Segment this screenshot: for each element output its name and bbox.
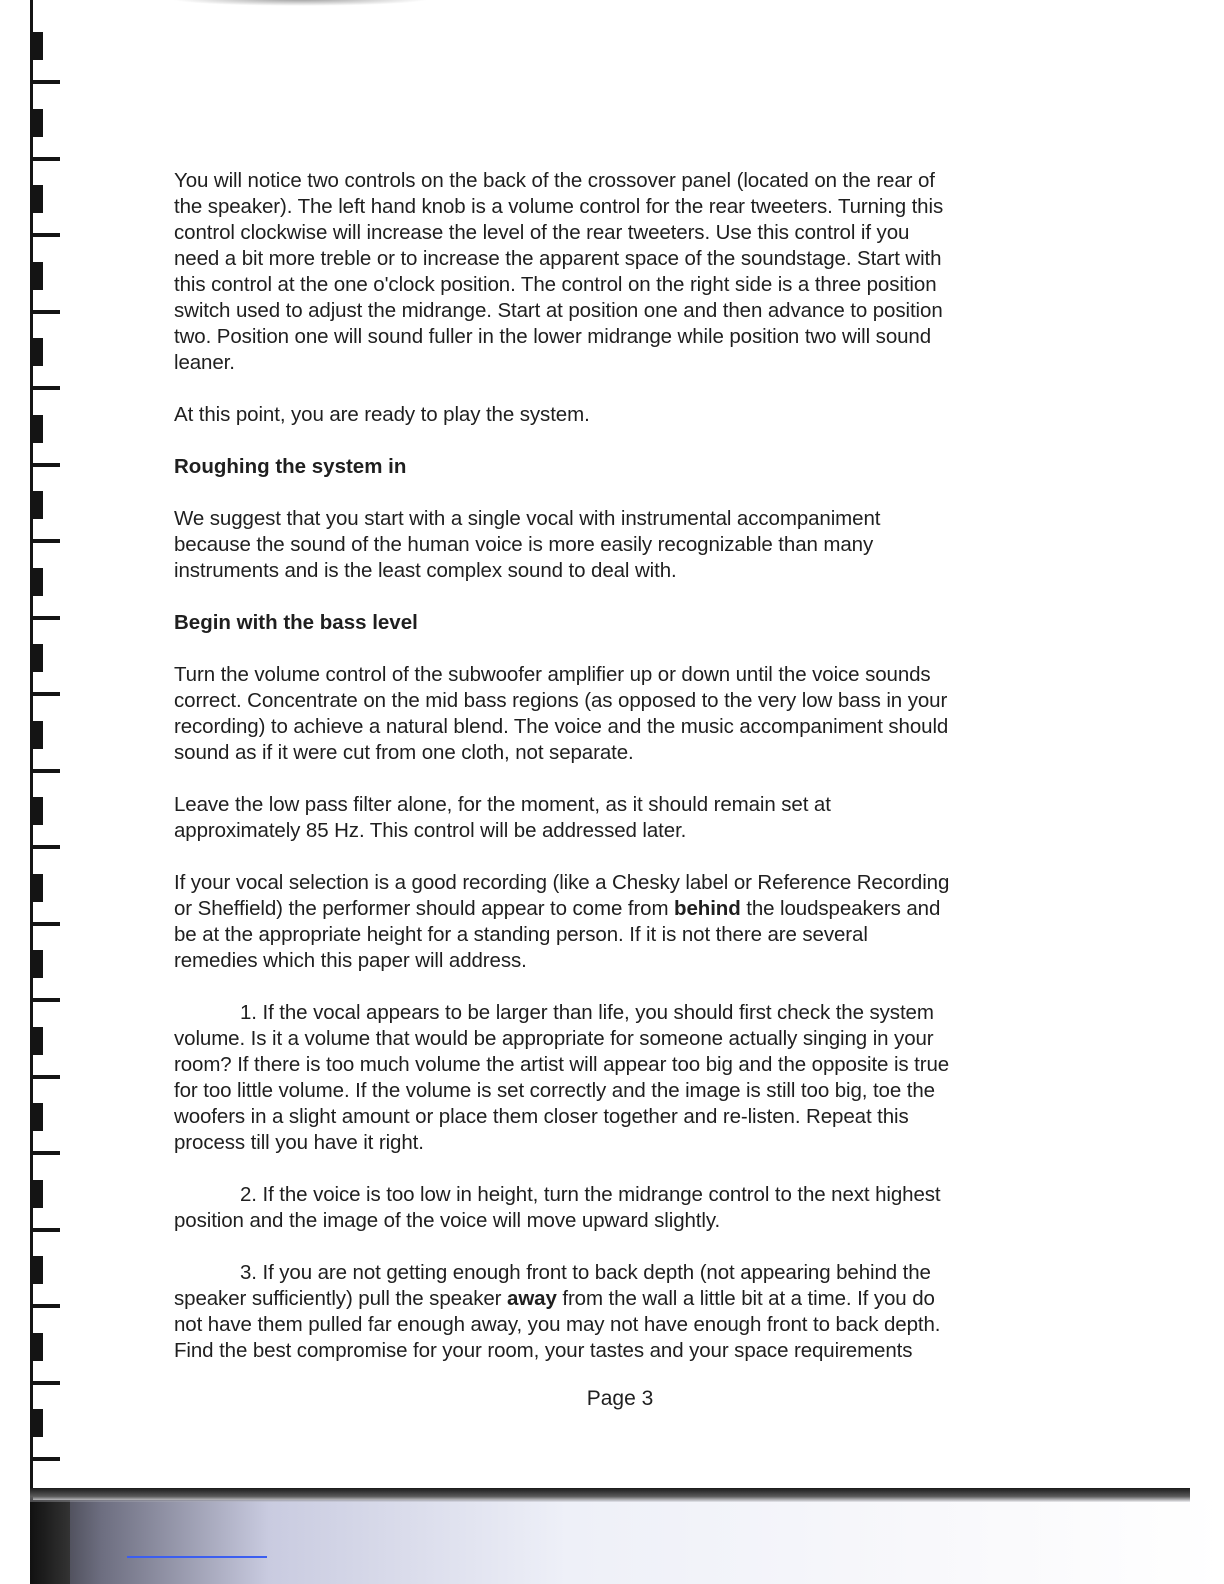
binding-hole (30, 491, 60, 543)
text-line: 3. If you are not getting enough front to back depth (not appearing behind the (240, 1261, 931, 1284)
text-line: room? If there is too much volume the artist will appear too big and the opposite is true (174, 1053, 950, 1076)
scan-shadow-edge (30, 1500, 70, 1584)
binding-hole (30, 721, 60, 773)
list-item-1 (174, 1000, 1094, 1156)
text-line: Find the best compromise for your room, your tastes and your space requirements (174, 1339, 913, 1362)
text-line: You will notice two controls on the back of the crossover panel (located on the rear of (174, 169, 935, 192)
text-line: the loudspeakers and (740, 897, 941, 920)
text-line: approximately 85 Hz. This control will be addressed later. (174, 819, 687, 842)
binding-hole (30, 1256, 60, 1308)
heading-roughing-in: Roughing the system in (174, 455, 407, 478)
bold-text: away (507, 1287, 557, 1310)
text-line: 2. If the voice is too low in height, turn the midrange control to the next highest (240, 1183, 941, 1206)
binding-hole (30, 950, 60, 1002)
text-line: not have them pulled far enough away, you may not have enough front to back depth. (174, 1313, 941, 1336)
text-line: speaker sufficiently) pull the speaker (174, 1287, 508, 1310)
text-line: this control at the one o'clock position. The control on the right side is a three position (174, 273, 937, 296)
heading-bass-level: Begin with the bass level (174, 611, 418, 634)
text-line: from the wall a little bit at a time. If you do (556, 1287, 935, 1310)
text-line: two. Position one will sound fuller in the lower midrange while position two will sound (174, 325, 932, 348)
bold-text: behind (674, 897, 741, 920)
binding-hole (30, 185, 60, 237)
binding-hole (30, 568, 60, 620)
binding-hole (30, 1027, 60, 1079)
text-line: remedies which this paper will address. (174, 949, 527, 972)
binding-hole (30, 1333, 60, 1385)
binding-hole (30, 644, 60, 696)
text-line: Turn the volume control of the subwoofer amplifier up or down until the voice sounds (174, 663, 931, 686)
text-line: woofers in a slight amount or place them closer together and re-listen. Repeat this (174, 1105, 909, 1128)
binding-hole (30, 1409, 60, 1461)
text-line: or Sheffield) the performer should appear to come from (174, 897, 675, 920)
text-line: At this point, you are ready to play the system. (174, 403, 590, 426)
binding-hole (30, 797, 60, 849)
paragraph-ready (174, 402, 1094, 428)
text-line: leaner. (174, 351, 235, 374)
page-bottom-edge (30, 1488, 1190, 1502)
text-line: control clockwise will increase the level of the rear tweeters. Use this control if you (174, 221, 910, 244)
paragraph-good-recording (174, 870, 1094, 974)
text-line: sound as if it were cut from one cloth, not separate. (174, 741, 634, 764)
text-line: for too little volume. If the volume is set correctly and the image is still too big, toe the (174, 1079, 935, 1102)
text-line: instruments and is the least complex sound to deal with. (174, 559, 677, 582)
text-line: 1. If the vocal appears to be larger than life, you should first check the system (240, 1001, 934, 1024)
paragraph-single-vocal (174, 506, 1094, 584)
text-line: be at the appropriate height for a standing person. If it is not there are several (174, 923, 868, 946)
binding-hole (30, 109, 60, 161)
scan-shadow (30, 1500, 1224, 1584)
text-line: recording) to achieve a natural blend. The voice and the music accompaniment should (174, 715, 949, 738)
scan-artifact-line (127, 1556, 267, 1558)
paragraph-low-pass (174, 792, 1094, 844)
list-item-2 (174, 1182, 1094, 1234)
paragraph-subwoofer-volume (174, 662, 1094, 766)
text-line: Leave the low pass filter alone, for the moment, as it should remain set at (174, 793, 831, 816)
text-line: volume. Is it a volume that would be appropriate for someone actually singing in your (174, 1027, 934, 1050)
text-line: switch used to adjust the midrange. Start at position one and then advance to position (174, 299, 943, 322)
binding-holes (30, 0, 70, 1500)
binding-hole (30, 32, 60, 84)
page-number: Page 3 (586, 1387, 654, 1410)
scan-smudge (170, 0, 430, 6)
text-line: the speaker). The left hand knob is a volume control for the rear tweeters. Turning this (174, 195, 944, 218)
binding-hole (30, 874, 60, 926)
binding-hole (30, 1103, 60, 1155)
binding-hole (30, 338, 60, 390)
binding-hole (30, 1180, 60, 1232)
text-line: need a bit more treble or to increase the apparent space of the soundstage. Start with (174, 247, 942, 270)
text-line: correct. Concentrate on the mid bass regions (as opposed to the very low bass in your (174, 689, 948, 712)
text-line: position and the image of the voice will move upward slightly. (174, 1209, 721, 1232)
list-item-3 (174, 1260, 1094, 1364)
paragraph-crossover-controls (174, 168, 1094, 376)
text-line: because the sound of the human voice is more easily recognizable than many (174, 533, 874, 556)
text-line: If your vocal selection is a good recording (like a Chesky label or Reference Recording (174, 871, 950, 894)
document-body (174, 168, 1094, 1390)
binding-hole (30, 262, 60, 314)
text-line: We suggest that you start with a single vocal with instrumental accompaniment (174, 507, 881, 530)
binding-hole (30, 415, 60, 467)
text-line: process till you have it right. (174, 1131, 424, 1154)
